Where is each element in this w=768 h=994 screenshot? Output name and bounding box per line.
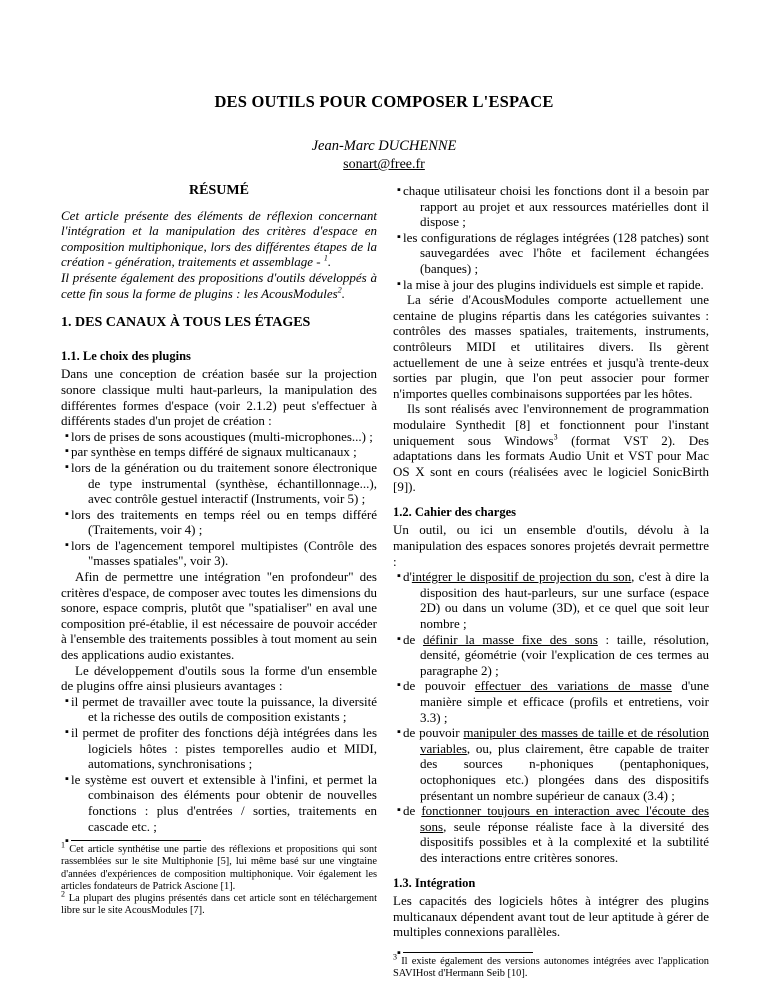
bullet-list — [61, 429, 377, 569]
subsection-1-2-heading: 1.2. Cahier des charges — [393, 504, 517, 519]
abstract-heading: RÉSUMÉ — [189, 183, 249, 198]
list-item: ▪ de définir la masse fixe des sons : taille, résolution, densité, géométrie (voir l'explication de ces termes au paragraphe 2) ; — [393, 632, 709, 679]
abstract-paragraph-1: Cet article présente des éléments de réflexion concernant l'intégration et la manipulation des critères d'espace en composition multiphonique, lors des différentes étapes de la création - génération, traitements et assemblage - $^1$. — [61, 207, 377, 270]
section-1-heading: 1. DES CANAUX À TOUS LES ÉTAGES — [61, 315, 311, 331]
footnote-3: $^3$ Il existe également des versions autonomes intégrées avec l'application SAVIHost d'Hermann Seib [10]. — [393, 952, 709, 980]
body-paragraph: Afin de permettre une intégration "en profondeur" des critères d'espace, de composer avec toutes les dimensions du sonore, espace compris, plutôt que "spatialiser" en aval une composition pré-établie, il est nécessaire de pouvoir accéder à l'ensemble des traitements possibles à tout moment au sein des applications audio existantes. — [61, 569, 377, 663]
body-paragraph: Le développement d'outils sous la forme d'un ensemble de plugins offre ainsi plusieurs avantages : — [61, 662, 377, 694]
list-item: ▪ le système est ouvert et extensible à l'infini, et permet la combinaison des éléments pour obtenir de nouvelles fonctions : plus d'entrées / sorties, traitements en cascade etc. ; — [61, 772, 377, 834]
footnote-ref[interactable]: 2 — [337, 285, 342, 295]
body-paragraph: Un outil, ou ici un ensemble d'outils, dévolu à la manipulation des espaces sonores projetés devrait permettre : — [393, 522, 709, 569]
bullet-list — [393, 569, 709, 865]
list-item: ▪ lors de la génération ou du traitement sonore électronique de type instrumental (synthèse, échantillonnage...), avec contrôle gestuel interactif (Instruments, voir 5) ; — [61, 460, 377, 507]
list-item: ▪ lors de l'agencement temporel multipistes (Contrôle des "masses spatiales", voir 3). — [61, 538, 377, 569]
footnote-ref[interactable]: 1 — [323, 254, 328, 264]
subsection-1-1-heading: 1.1. Le choix des plugins — [61, 348, 191, 363]
body-paragraph: Les capacités des logiciels hôtes à intégrer des plugins multicanaux dépendent avant tout de leur aptitude à gérer de multiples connexions parallèles. — [393, 893, 709, 940]
body-paragraph: La série d'AcousModules comporte actuellement une centaine de plugins répartis dans les catégories suivantes : contrôles des masses spatiales, traitements, instruments, contrôleurs MIDI et utilitaires divers. Ils gèrent actuellement de une à seize entrées et jusqu'à trente-deux sorties par plugin, que l'on peut associer pour former n'importes quelles combinaisons supportées par les hôtes. — [393, 292, 709, 401]
list-item: ▪ par synthèse en temps différé de signaux multicanaux ; — [61, 444, 377, 460]
bullet-list — [393, 946, 709, 960]
list-item: ▪ de pouvoir effectuer des variations de masse d'une manière simple et efficace (profils et entretiens, voir 3.3) ; — [393, 678, 709, 725]
list-item: ▪ il permet de travailler avec toute la puissance, la diversité et la richesse des outils de composition existants ; — [61, 694, 377, 725]
body-paragraph: Ils sont réalisés avec l'environnement de programmation modulaire Synthedit [8] et fonctionnent pour l'instant uniquement sous Windows$^3$ (format VST 2). Des adaptations dans les formats Audio Unit et VST pour Mac OS X sont en cours (réalisées avec le logiciel SonicBirth [9]). — [393, 401, 709, 495]
body-paragraph: Dans une conception de création basée sur la projection sonore classique multi haut-parleurs, la manipulation des différentes formes d'espace (voir 2.1.2) peut s'effectuer à différents stades d'un projet de création : — [61, 366, 377, 429]
email-link[interactable]: sonart@free.fr — [343, 157, 425, 172]
list-item: ▪ de pouvoir manipuler des masses de taille et de résolution variables, ou, plus clairement, être capable de traiter des sources n-phoniques (pentaphoniques, octophoniques etc.) plongées dans des dispositifs présentant un nombre supérieur de canaux (3.4) ; — [393, 725, 709, 803]
footnote-ref[interactable]: 3 — [553, 432, 558, 442]
bullet-list — [393, 183, 709, 292]
subsection-1-3-heading: 1.3. Intégration — [393, 875, 476, 890]
list-item: ▪ chaque utilisateur choisi les fonctions dont il a besoin par rapport au projet et aux ressources matérielles dont il dispose ; — [393, 183, 709, 230]
footnote-1: $^1$ Cet article synthétise une partie des réflexions et propositions qui sont rassemblées sur le site Multiphonie [5], lui même basé sur une vingtaine d'années d'expériences de composition multiphonique. Voir également les articles fondateurs de Patrick Ascione [1]. — [61, 840, 377, 892]
list-item: ▪ les configurations de réglages intégrées (128 patches) sont sauvegardées avec l'hôte et facilement échangées (banques) ; — [393, 230, 709, 277]
author-email[interactable] — [0, 157, 768, 173]
paper-title: DES OUTILS POUR COMPOSER L'ESPACE — [214, 92, 554, 111]
list-item: ▪ il permet de profiter des fonctions déjà intégrées dans les logiciels hôtes : pistes temporelles audio et MIDI, automations, synchronisations ; — [61, 725, 377, 772]
list-item — [61, 834, 377, 848]
list-item: ▪ lors des traitements en temps réel ou en temps différé (Traitements, voir 4) ; — [61, 507, 377, 538]
abstract-paragraph-2: Il présente également des propositions d'outils développés à cette fin sous la forme de plugins : les AcousModules$^2$. — [61, 269, 377, 301]
author-name: Jean-Marc DUCHENNE — [311, 138, 457, 154]
list-item — [393, 946, 709, 960]
left-column — [61, 183, 377, 917]
list-item: ▪ de fonctionner toujours en interaction avec l'écoute des sons, seule réponse réaliste face à la diversité des dispositifs possibles et à la complexité et la subtilité des interactions entre critères sonores. — [393, 803, 709, 865]
footnote-2: $^2$ La plupart des plugins présentés dans cet article sont en téléchargement libre sur le site AcousModules [7]. — [61, 889, 377, 917]
right-column — [393, 183, 709, 980]
list-item: ▪ lors de prises de sons acoustiques (multi-microphones...) ; — [61, 429, 377, 445]
list-item: ▪ d'intégrer le dispositif de projection du son, c'est à dire la disposition des haut-parleurs, sur une surface (espace 2D) ou dans un volume (3D), et ce quel que soit leur nombre ; — [393, 569, 709, 631]
bullet-list — [61, 694, 377, 848]
list-item: ▪ la mise à jour des plugins individuels est simple et rapide. — [393, 277, 709, 293]
